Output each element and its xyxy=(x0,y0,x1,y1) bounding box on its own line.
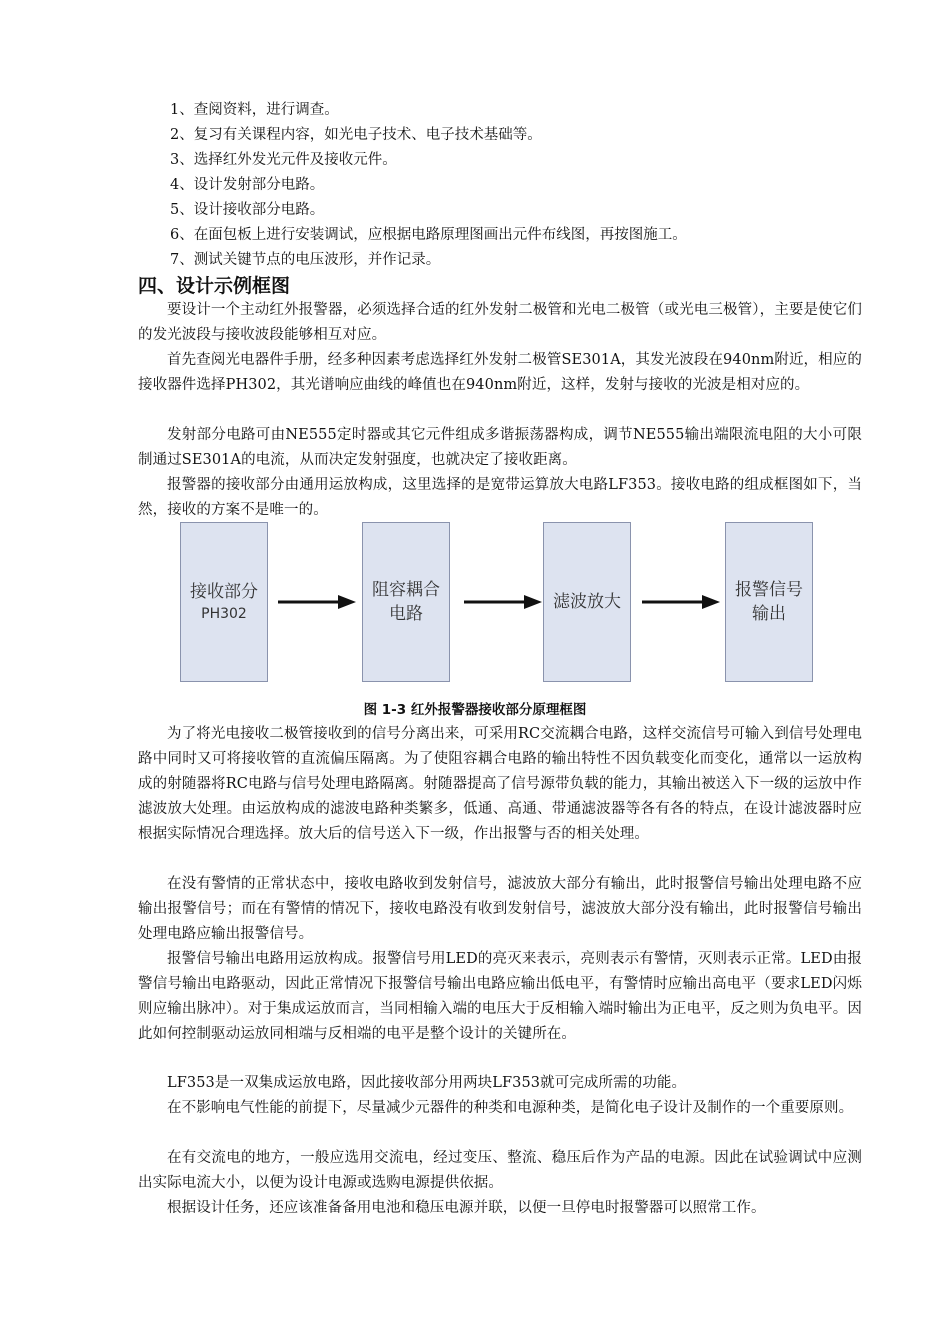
box-label: 阻容耦合 xyxy=(372,580,440,600)
diagram-box-alarm-output xyxy=(725,522,813,682)
arrow-right-icon xyxy=(640,594,722,610)
diagram-box-receiver xyxy=(180,522,268,682)
paragraph: 在没有警情的正常状态中，接收电路收到发射信号，滤波放大部分有输出，此时报警信号输出处理电路不应输出报警信号；而在有警情的情况下，接收电路没有收到发射信号，滤波放大部分没有输出，此时报警信号输出处理电路应输出报警信号。 xyxy=(138,876,862,942)
paragraph: 根据设计任务，还应该准备备用电池和稳压电源并联，以便一旦停电时报警器可以照常工作。 xyxy=(167,1200,766,1216)
paragraph: 为了将光电接收二极管接收到的信号分离出来，可采用RC交流耦合电路，这样交流信号可输入到信号处理电路中同时又可将接收管的直流偏压隔离。为了使阻容耦合电路的输出特性不因负载变化而变化，通常以一运放构成的射随器将RC电路与信号处理电路隔离。射随器提高了信号源带负载的能力，其输出被送入下一级的运放中作滤波放大处理。由运放构成的滤波电路种类繁多，低通、高通、带通滤波器等各有各的特点，在设计滤波器时应根据实际情况合理选择。放大后的信号送入下一级，作出报警与否的相关处理。 xyxy=(138,726,862,842)
list-item: 7、测试关键节点的电压波形，并作记录。 xyxy=(170,252,441,268)
paragraph: 报警信号输出电路用运放构成。报警信号用LED的亮灭来表示，亮则表示有警情，灭则表示正常。LED由报警信号输出电路驱动，因此正常情况下报警信号输出电路应输出低电平，有警情时应输出高电平（要求LED闪烁则应输出脉冲）。对于集成运放而言，当同相输入端的电压大于反相输入端时输出为正电平，反之则为负电平。因此如何控制驱动运放同相端与反相端的电平是整个设计的关键所在。 xyxy=(138,951,862,1042)
paragraph: LF353是一双集成运放电路，因此接收部分用两块LF353就可完成所需的功能。 xyxy=(167,1075,687,1091)
list-item: 2、复习有关课程内容，如光电子技术、电子技术基础等。 xyxy=(170,127,542,143)
block-diagram xyxy=(178,522,803,688)
paragraph: 要设计一个主动红外报警器，必须选择合适的红外发射二极管和光电二极管（或光电三极管），主要是使它们的发光波段与接收波段能够相互对应。 xyxy=(138,302,862,343)
arrow-right-icon xyxy=(462,594,544,610)
list-item: 5、设计接收部分电路。 xyxy=(170,202,325,218)
diagram-box-rc-coupling xyxy=(362,522,450,682)
list-item: 6、在面包板上进行安装调试，应根据电路原理图画出元件布线图，再按图施工。 xyxy=(170,227,687,243)
figure-caption: 图 1-3 红外报警器接收部分原理框图 xyxy=(363,702,587,718)
paragraph: 在不影响电气性能的前提下，尽量减少元器件的种类和电源种类，是简化电子设计及制作的一个重要原则。 xyxy=(167,1100,854,1116)
list-item: 1、查阅资料，进行调查。 xyxy=(170,102,339,118)
paragraph: 在有交流电的地方，一般应选用交流电，经过变压、整流、稳压后作为产品的电源。因此在试验调试中应测出实际电流大小，以便为设计电源或选购电源提供依据。 xyxy=(138,1150,862,1191)
box-label: 报警信号 xyxy=(735,580,803,600)
list-item: 3、选择红外发光元件及接收元件。 xyxy=(170,152,397,168)
diagram-box-filter-amp xyxy=(543,522,631,682)
list-item: 4、设计发射部分电路。 xyxy=(170,177,325,193)
paragraph: 发射部分电路可由NE555定时器或其它元件组成多谐振荡器构成，调节NE555输出端限流电阻的大小可限制通过SE301A的电流，从而决定发射强度，也就决定了接收距离。 xyxy=(138,427,862,468)
box-label: 电路 xyxy=(389,604,423,624)
arrow-right-icon xyxy=(276,594,358,610)
box-sublabel: PH302 xyxy=(201,606,247,622)
box-label: 接收部分 xyxy=(190,582,258,602)
section-heading: 四、设计示例框图 xyxy=(138,275,291,297)
paragraph: 首先查阅光电器件手册，经多种因素考虑选择红外发射二极管SE301A，其发光波段在940nm附近，相应的接收器件选择PH302，其光谱响应曲线的峰值也在940nm附近，这样，发射与接收的光波是相对应的。 xyxy=(138,352,862,393)
paragraph: 报警器的接收部分由通用运放构成，这里选择的是宽带运算放大电路LF353。接收电路的组成框图如下，当然，接收的方案不是唯一的。 xyxy=(138,477,862,518)
box-label: 滤波放大 xyxy=(553,592,621,612)
box-label: 输出 xyxy=(752,604,786,624)
task-steps-list xyxy=(170,98,870,273)
